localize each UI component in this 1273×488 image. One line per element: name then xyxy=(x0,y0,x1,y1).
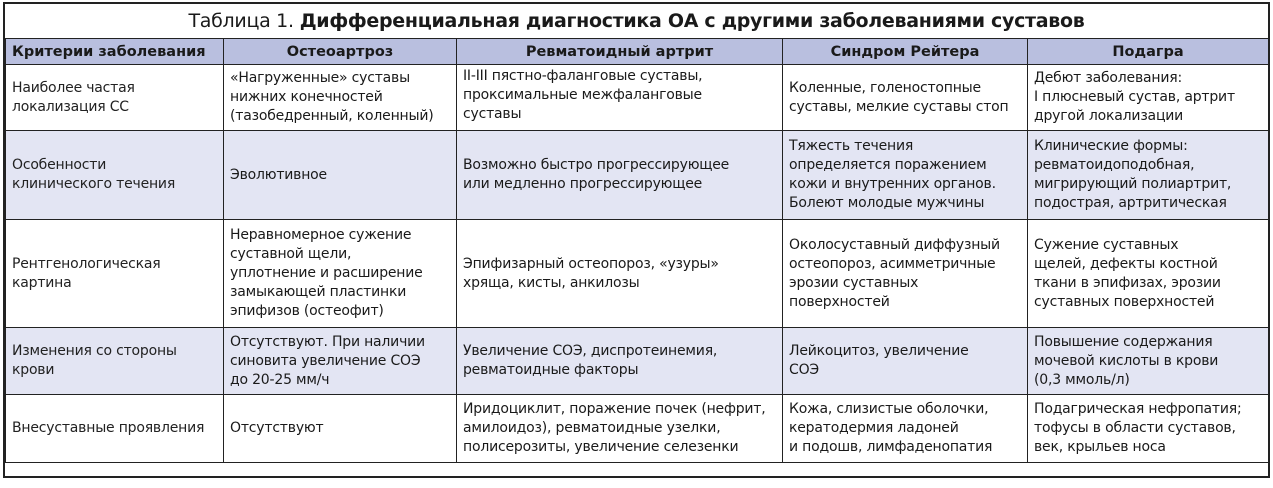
table-row xyxy=(6,131,1269,220)
osteoarthritis-cell: Отсутствуют xyxy=(224,395,457,463)
criterion-cell: Особенности клинического течения xyxy=(6,131,224,220)
gout-cell: Повышение содержания мочевой кислоты в крови (0,3 ммоль/л) xyxy=(1028,328,1269,395)
header-osteoarthritis: Остеоартроз xyxy=(224,39,457,65)
rheumatoid-arthritis-cell: II-III пястно-фаланговые суставы, проксимальные межфаланговые суставы xyxy=(457,65,783,131)
differential-diagnosis-table xyxy=(5,38,1269,463)
header-reiter-syndrome: Синдром Рейтера xyxy=(783,39,1028,65)
osteoarthritis-cell: Отсутствуют. При наличии синовита увеличение СОЭ до 20-25 мм/ч xyxy=(224,328,457,395)
table-caption: Дифференциальная диагностика ОА с другими заболеваниями суставов xyxy=(299,10,1085,32)
header-gout: Подагра xyxy=(1028,39,1269,65)
criterion-cell: Изменения со стороны крови xyxy=(6,328,224,395)
table-row xyxy=(6,328,1269,395)
reiter-syndrome-cell: Коленные, голеностопные суставы, мелкие суставы стоп xyxy=(783,65,1028,131)
table-number: Таблица 1. xyxy=(188,10,294,32)
criterion-cell: Внесуставные проявления xyxy=(6,395,224,463)
osteoarthritis-cell: Эволютивное xyxy=(224,131,457,220)
rheumatoid-arthritis-cell: Эпифизарный остеопороз, «узуры» хряща, кисты, анкилозы xyxy=(457,220,783,328)
table-row xyxy=(6,65,1269,131)
criterion-cell: Наиболее частая локализация СС xyxy=(6,65,224,131)
osteoarthritis-cell: Неравномерное сужение суставной щели, уплотнение и расширение замыкающей пластинки эпифизов (остеофит) xyxy=(224,220,457,328)
rheumatoid-arthritis-cell: Иридоциклит, поражение почек (нефрит, амилоидоз), ревматоидные узелки, полисерозиты, увеличение селезенки xyxy=(457,395,783,463)
rheumatoid-arthritis-cell: Возможно быстро прогрессирующее или медленно прогрессирующее xyxy=(457,131,783,220)
reiter-syndrome-cell: Кожа, слизистые оболочки, кератодермия ладоней и подошв, лимфаденопатия xyxy=(783,395,1028,463)
diagnosis-table-figure xyxy=(3,2,1270,478)
reiter-syndrome-cell: Лейкоцитоз, увеличение СОЭ xyxy=(783,328,1028,395)
gout-cell: Клинические формы: ревматоидоподобная, мигрирующий полиартрит, подострая, артритическая xyxy=(1028,131,1269,220)
reiter-syndrome-cell: Околосуставный диффузный остеопороз, асимметричные эрозии суставных поверхностей xyxy=(783,220,1028,328)
header-row xyxy=(6,39,1269,65)
table-title xyxy=(5,4,1268,38)
criterion-cell: Рентгенологическая картина xyxy=(6,220,224,328)
table-row xyxy=(6,395,1269,463)
gout-cell: Подагрическая нефропатия; тофусы в области суставов, век, крыльев носа xyxy=(1028,395,1269,463)
gout-cell: Дебют заболевания: I плюсневый сустав, артрит другой локализации xyxy=(1028,65,1269,131)
osteoarthritis-cell: «Нагруженные» суставы нижних конечностей (тазобедренный, коленный) xyxy=(224,65,457,131)
header-criteria: Критерии заболевания xyxy=(6,39,224,65)
header-rheumatoid-arthritis: Ревматоидный артрит xyxy=(457,39,783,65)
gout-cell: Сужение суставных щелей, дефекты костной ткани в эпифизах, эрозии суставных поверхностей xyxy=(1028,220,1269,328)
rheumatoid-arthritis-cell: Увеличение СОЭ, диспротеинемия, ревматоидные факторы xyxy=(457,328,783,395)
reiter-syndrome-cell: Тяжесть течения определяется поражением кожи и внутренних органов. Болеют молодые мужчины xyxy=(783,131,1028,220)
table-row xyxy=(6,220,1269,328)
